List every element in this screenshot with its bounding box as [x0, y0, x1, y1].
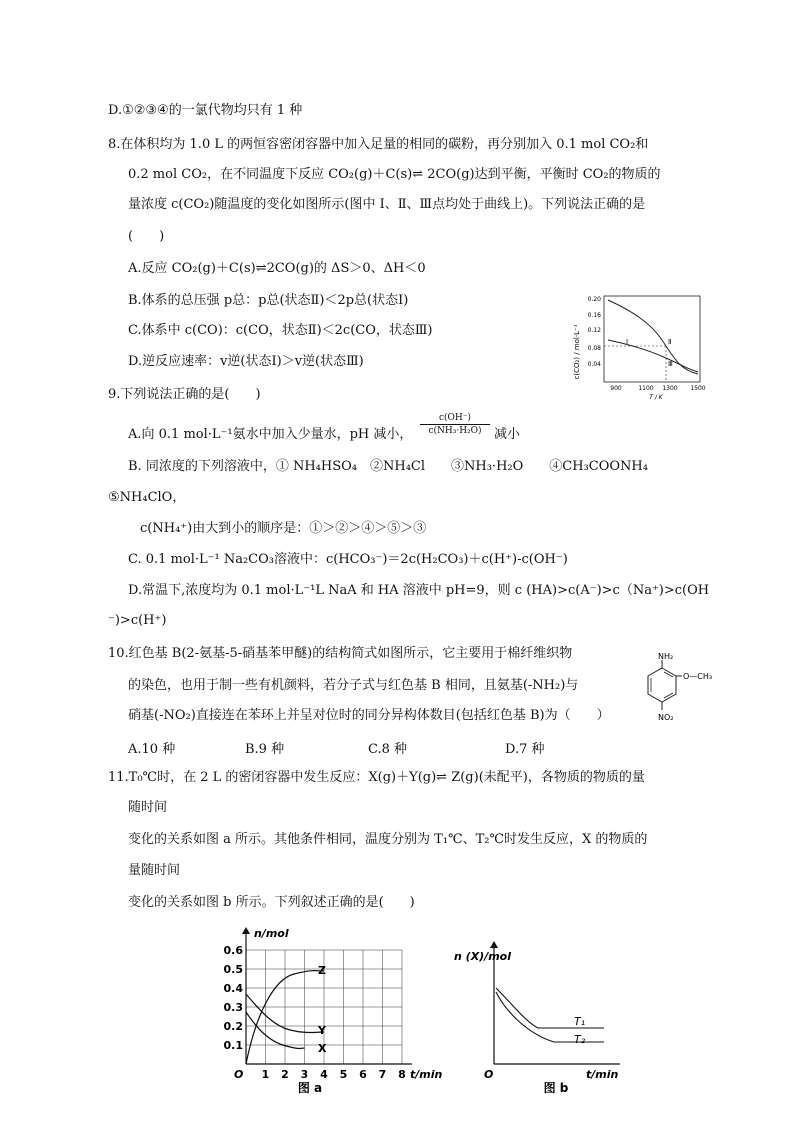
fig-a-xtick: 1	[261, 1068, 270, 1081]
fig-a-xlabel: t/min	[410, 1068, 443, 1081]
no2-group-label: NO₂	[658, 713, 674, 722]
fig-b-ylabel: n (X)/mol	[454, 950, 512, 963]
q8-stem-line2: 0.2 mol CO₂，在不同温度下反应 CO₂(g)＋C(s)⇌ 2CO(g)达到平衡，平衡时 CO₂的物质的	[128, 167, 661, 182]
q9-option-d-line2: ⁻)>c(H⁺)	[108, 613, 167, 628]
q8-stem-line1: 8.在体积均为 1.0 L 的两恒容密闭容器中加入足量的相同的碳粉，再分别加入 0.1 mol CO₂和	[108, 137, 649, 152]
fig-a-ytick: 0.1	[223, 1039, 243, 1052]
q8-ytick: 0.16	[587, 312, 601, 319]
q8-ytick: 0.04	[587, 361, 601, 368]
q9-stem: 9.下列说法正确的是( )	[108, 387, 261, 402]
q9-option-b-line1: B. 同浓度的下列溶液中，① NH₄HSO₄ ②NH₄Cl ③NH₃·H₂O ④CH₃COONH₄	[128, 459, 648, 474]
q9-option-c: C. 0.1 mol·L⁻¹ Na₂CO₃溶液中：c(HCO₃⁻)＝2c(H₂CO₃)＋c(H⁺)-c(OH⁻)	[128, 552, 568, 567]
q10-option-b: B.9 种	[245, 742, 285, 757]
q8-xtick: 1100	[638, 385, 654, 392]
fig-b-curve-t2	[496, 992, 604, 1042]
q8-point-label: Ⅲ	[668, 360, 673, 368]
fig-a-series-label: Z	[318, 964, 326, 977]
q11-figure-b	[454, 940, 640, 1104]
q10-option-a: A.10 种	[128, 742, 176, 757]
q11-figure-a	[223, 924, 443, 1104]
q11-stem-line3: 变化的关系如图 a 所示。其他条件相同，温度分别为 T₁℃、T₂℃时发生反应，X 的物质的	[128, 832, 648, 847]
fig-a-xtick: 7	[378, 1068, 387, 1081]
q8-equilibrium-chart	[570, 292, 710, 406]
fig-a-xtick: 8	[398, 1068, 406, 1081]
benzene-ring-shape	[648, 668, 676, 702]
q9-fraction	[420, 413, 490, 436]
fig-a-caption: 图 a	[297, 1081, 323, 1095]
q10-option-c: C.8 种	[368, 742, 408, 757]
q10-stem-line2: 的染色，也用于制一些有机颜料，若分子式与红色基 B 相同，且氨基(-NH₂)与	[128, 678, 579, 693]
och3-group-label: O—CH₃	[683, 672, 713, 681]
q8-answer-paren: ( )	[128, 229, 165, 244]
q11-stem-line2: 随时间	[128, 800, 168, 815]
fig-a-xtick: 2	[281, 1068, 289, 1081]
fig-a-series-label: X	[318, 1042, 327, 1055]
q9-option-a: A.向 0.1 mol·L⁻¹氨水中加入少量水，pH 减小，	[128, 427, 413, 442]
q8-ytick: 0.20	[587, 296, 601, 303]
q8-xtick: 1500	[690, 385, 706, 392]
q11-stem-line5: 变化的关系如图 b 所示。下列叙述正确的是( )	[128, 895, 415, 910]
fig-a-series-label: Y	[318, 1024, 326, 1037]
q8-stem-line3: 量浓度 c(CO₂)随温度的变化如图所示(图中 Ⅰ、Ⅱ、Ⅲ点均处于曲线上)。下列说法正确的是	[128, 197, 646, 212]
q8-option-d: D.逆反应速率：v逆(状态Ⅰ)＞v逆(状态Ⅲ)	[128, 354, 364, 369]
q8-point-label: Ⅰ	[626, 338, 629, 346]
q8-option-b: B.体系的总压强 p总：p总(状态Ⅱ)＜2p总(状态Ⅰ)	[128, 293, 409, 308]
fig-a-ylabel: n/mol	[254, 927, 289, 940]
q10-structure-diagram	[640, 648, 730, 738]
q11-stem-line1: 11.T₀℃时，在 2 L 的密闭容器中发生反应：X(g)＋Y(g)⇌ Z(g)(未配平)，各物质的物质的量	[108, 770, 645, 785]
q8-xtick: 900	[610, 385, 622, 392]
q9-option-a-end: 减小	[494, 427, 521, 442]
q8-option-a: A.反应 CO₂(g)＋C(s)⇌2CO(g)的 ΔS＞0、ΔH＜0	[128, 261, 426, 276]
fig-a-ytick: 0.3	[223, 1001, 243, 1014]
q9-option-b-line2: ⑤NH₄ClO，	[108, 490, 186, 505]
q7-option-d: D.①②③④的一氯代物均只有 1 种	[108, 103, 303, 118]
fig-b-origin: O	[484, 1068, 494, 1081]
fig-a-xtick: 6	[359, 1068, 367, 1081]
fig-b-caption: 图 b	[543, 1081, 569, 1095]
fig-a-xtick: 5	[339, 1068, 348, 1081]
q9-fraction-denominator: c(NH₃·H₂O)	[428, 426, 482, 436]
fig-a-ytick: 0.5	[223, 963, 243, 976]
q8-ytick: 0.12	[587, 327, 601, 334]
fig-a-ytick: 0.6	[223, 944, 243, 957]
q9-option-b-line3: c(NH₄⁺)由大到小的顺序是：①＞②＞④＞⑤＞③	[140, 521, 427, 536]
q8-curve-lower	[608, 340, 698, 372]
q8-point-label: Ⅱ	[668, 338, 672, 346]
q10-option-d: D.7 种	[505, 742, 545, 757]
fig-a-xtick: 4	[320, 1068, 328, 1081]
q8-xtick: 1300	[662, 385, 678, 392]
q10-stem-line1: 10.红色基 B(2-氨基-5-硝基苯甲醚)的结构简式如图所示，它主要用于棉纤维织物	[108, 646, 573, 661]
q8-curve-upper	[608, 300, 698, 374]
q9-option-d-line1: D.常温下,浓度均为 0.1 mol·L⁻¹L NaA 和 HA 溶液中 pH=9，则 c (HA)>c(A⁻)>c（Na⁺)>c(OH	[128, 583, 710, 598]
q10-stem-line3: 硝基(-NO₂)直接连在苯环上并呈对位时的同分异构体数目(包括红色基 B)为（ ）	[128, 708, 610, 723]
fig-b-xlabel: t/min	[586, 1068, 619, 1081]
q9-fraction-numerator: c(OH⁻)	[438, 413, 472, 423]
q8-chart-ylabel: c(CO₂) / mol·L⁻¹	[573, 324, 581, 380]
fig-b-series-label: T₁	[574, 1015, 586, 1028]
nh2-group-label: NH₂	[658, 652, 674, 661]
q8-chart-xlabel: T / K	[649, 394, 663, 401]
fig-a-ytick: 0.2	[223, 1020, 243, 1033]
q8-option-c: C.体系中 c(CO)：c(CO，状态Ⅱ)＜2c(CO，状态Ⅲ)	[128, 323, 433, 338]
q8-ytick: 0.08	[587, 345, 601, 352]
fig-a-xtick: 3	[300, 1068, 309, 1081]
fig-b-series-label: T₂	[574, 1033, 586, 1046]
q11-stem-line4: 量随时间	[128, 863, 181, 878]
fig-a-ytick: 0.4	[223, 982, 243, 995]
fig-b-curve-t1	[496, 988, 604, 1028]
fig-a-origin: O	[234, 1068, 244, 1081]
